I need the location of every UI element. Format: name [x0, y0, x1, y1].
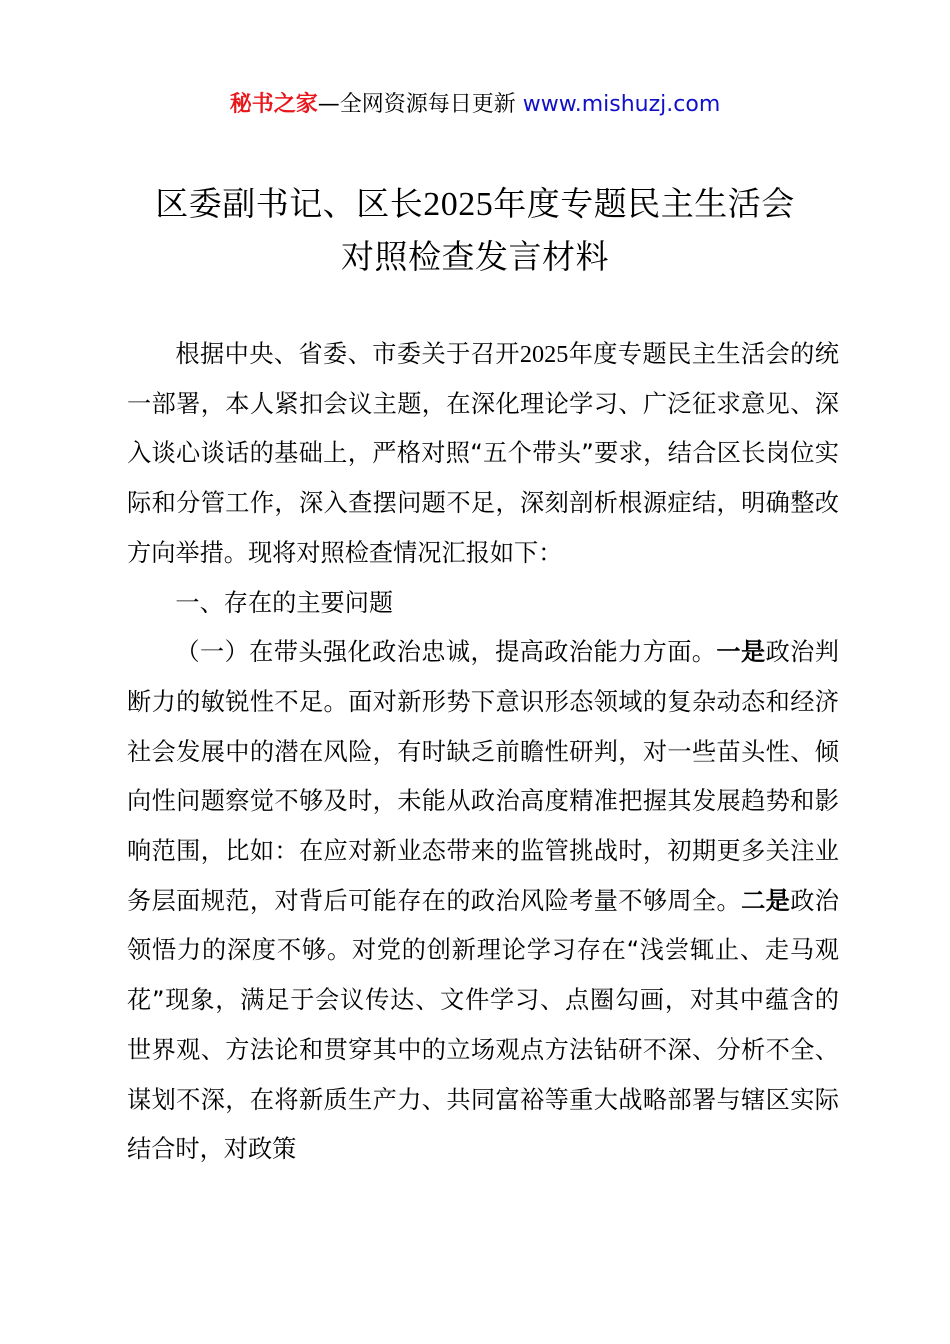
title-line-1-prefix: 区委副书记、区长 — [155, 184, 424, 223]
title-line-2: 对照检查发言材料 — [341, 237, 609, 276]
title-line-1 — [0, 178, 950, 231]
banner-slogan: —全网资源每日更新 — [317, 92, 523, 117]
intro-year: 2025 — [519, 341, 569, 368]
point-1-text: 政治判断力的敏锐性不足。面对新形势下意识形态领域的复杂动态和经济社会发展中的潜在风险，有时缺乏前瞻性研判，对一些苗头性、倾向性问题察觉不够及时，未能从政治高度精准把握其发展趋势和影响范围，比如：在应对新业态带来的监管挑战时，初期更多关注业务层面规范，对背后可能存在的政治风险考量不够周全。 — [127, 638, 839, 915]
point-2-label: 二是 — [741, 886, 791, 915]
site-url-link[interactable]: www.mishuzj.com — [522, 92, 721, 117]
brand-name: 秘书之家 — [229, 92, 318, 117]
subsection-heading: （一）在带头强化政治忠诚，提高政治能力方面。 — [175, 638, 717, 667]
section-heading-problems: 一、存在的主要问题 — [175, 588, 394, 617]
document-body — [127, 330, 839, 1175]
subsection-paragraph — [127, 628, 839, 1175]
title-line-1-suffix: 年度专题民主生活会 — [493, 184, 795, 223]
document-title — [0, 178, 950, 283]
title-year: 2025 — [423, 186, 494, 223]
intro-part-b: 年度专题民主生活会的统一部署，本人紧扣会议主题，在深化理论学习、广泛征求意见、深入谈心谈话的基础上，严格对照“五个带头”要求，结合区长岗位实际和分管工作，深入查摆问题不足，深刻剖析根源症结，明确整改方向举措。现将对照检查情况汇报如下： — [127, 340, 839, 567]
intro-paragraph — [127, 330, 839, 579]
point-2-text: 政治领悟力的深度不够。对党的创新理论学习存在“浅尝辄止、走马观花”现象，满足于会议传达、文件学习、点圈勾画，对其中蕴含的世界观、方法论和贯穿其中的立场观点方法钻研不深、分析不全、谋划不深，在将新质生产力、共同富裕等重大战略部署与辖区实际结合时，对政策 — [127, 886, 839, 1164]
site-banner — [0, 86, 950, 124]
point-1-label: 一是 — [716, 638, 766, 667]
intro-part-a: 根据中央、省委、市委关于召开 — [175, 340, 520, 368]
